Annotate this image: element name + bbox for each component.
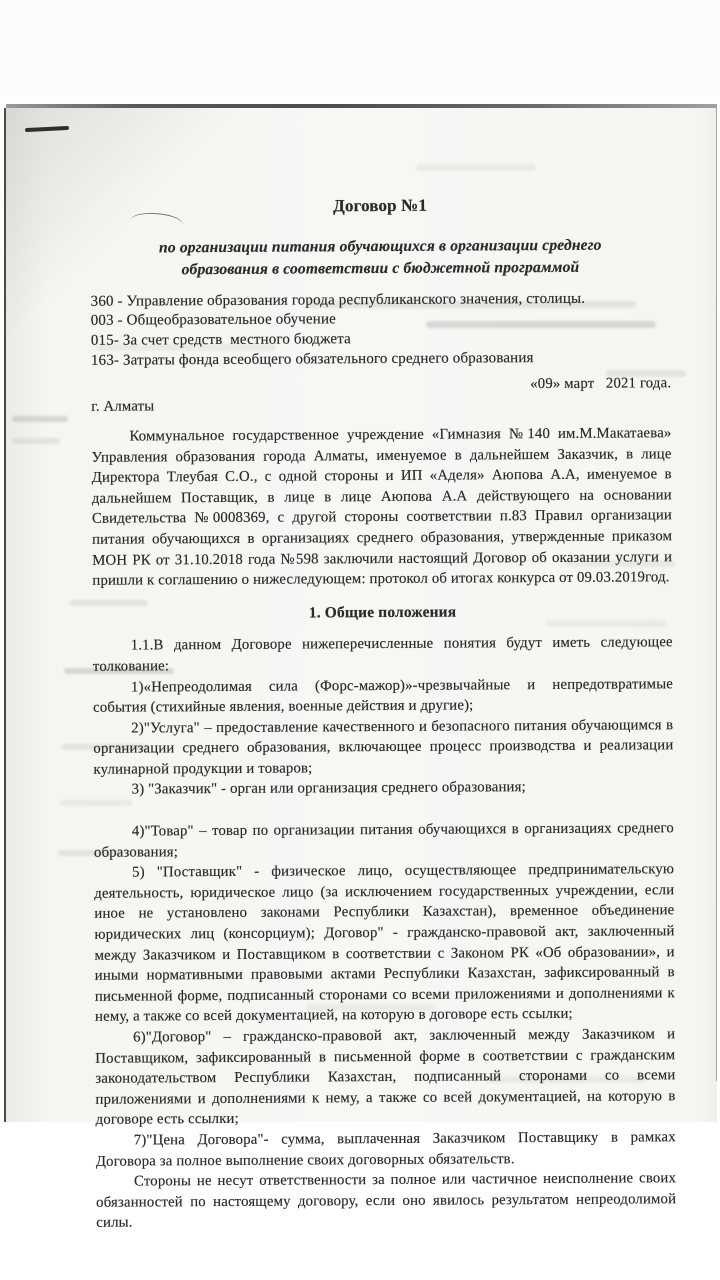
- contract-paragraph: 2)"Услуга" – предоставление качественного и безопасного питания обучающимся в организации среднего образования, включающее процесс производства и реализации кулинарной продукции и товаров;: [93, 716, 674, 778]
- scan-dash-artifact: [25, 126, 69, 132]
- contract-paragraph: Стороны не несут ответственности за полное или частичное неисполнение своих обязанностей по настоящему договору, если оно явилось результатом непреодолимой силы.: [96, 1170, 677, 1232]
- date-line: «09» март 2021 года.: [530, 375, 672, 392]
- contract-paragraph: 4)"Товар" – товар по организации питания обучающихся в организациях среднего образования;: [93, 820, 674, 861]
- contract-paragraph: 6)"Договор" – гражданско-правовой акт, заключенный между Заказчиком и Поставщиком, зафиксированный в письменной форме в соответствии с гражданским законодательством Республики Казахстан, подписанный сторонами со всеми приложениями и дополнениями к нему, а также со всей документацией, на которую в договоре есть ссылки;: [95, 1026, 676, 1129]
- contract-paragraph: 1)«Непреодолимая сила (Форс-мажор)»-чрезвычайные и непредотвратимые события (стихийные явления, военные действия и другие);: [93, 675, 674, 716]
- page-title: Договор №1: [333, 195, 428, 216]
- program-code-line: 003 - Общеобразовательное обучение: [90, 311, 336, 330]
- contract-page: [4, 108, 717, 1232]
- scan-right-edge-artifact: [716, 108, 717, 1081]
- subtitle-line-1: по организации питания обучающихся в организации среднего: [158, 236, 602, 256]
- section-heading: 1. Общие положения: [308, 603, 457, 622]
- contract-paragraph: 3) "Заказчик" - орган или организация среднего образования;: [131, 779, 526, 798]
- program-code-line: 015- За счет средств местного бюджета: [90, 331, 351, 349]
- budget-program-list: [91, 289, 671, 372]
- contract-paragraph: 7)"Цена Договора"- сумма, выплаченная Заказчиком Поставщику в рамках Договора за полное выполнение своих договорных обязательств.: [95, 1129, 676, 1170]
- program-code-line: 360 - Управление образования города республиканского значения, столицы.: [90, 290, 586, 310]
- subtitle-line-2: образования в соответствии с бюджетной программой: [181, 258, 580, 278]
- contract-paragraph: 1.1.В данном Договоре нижеперечисленные понятия будут иметь следующее толкование:: [92, 634, 673, 675]
- program-code-line: 163- Затраты фонда всеобщего обязательного среднего образования: [90, 350, 534, 369]
- intro-paragraph: Коммунальное государственное учреждение «Гимназия №140 им.М.Макатаева» Управления образования города Алматы, именуемое в дальнейшем Заказчик, в лице Директора Тлеубая С.О., с одной стороны и ИП «Аделя» Аюпова А.А, именуемое в дальнейшем Поставщик, в лице в лице Аюпова А.А действующего на основании Свидетельства №0008369, с другой стороны соответствии п.83 Правил организации питания обучающихся в организациях среднего образования, утвержденные приказом МОН РК от 31.10.2018 года №598 заключили настоящий Договор об оказании услуги и пришли к соглашению о нижеследующем: протокол об итогах конкурса от 09.03.2019год.: [91, 425, 673, 589]
- contract-text: [90, 194, 676, 1233]
- city-label: г. Алматы: [91, 398, 155, 416]
- contract-paragraph: 5) "Поставщик" - физическое лицо, осуществляющее предпринимательскую деятельность, юридическое лицо (за исключением государственных учреждении, если иное не установлено законами Республики Казахстан), временное объединение юридических лиц (консорциум); Договор" - гражданско-правовой акт, заключенный между Заказчиком и Поставщиком в соответствии с Законом РК «Об образовании», и иными нормативными правовыми актами Республики Казахстан, зафиксированный в письменной форме, подписанный сторонами со всеми приложениями и дополнениями к нему, а также со всей документацией, на которую в договоре есть ссылки;: [94, 861, 675, 1026]
- scan-top-edge-artifact: [6, 104, 717, 108]
